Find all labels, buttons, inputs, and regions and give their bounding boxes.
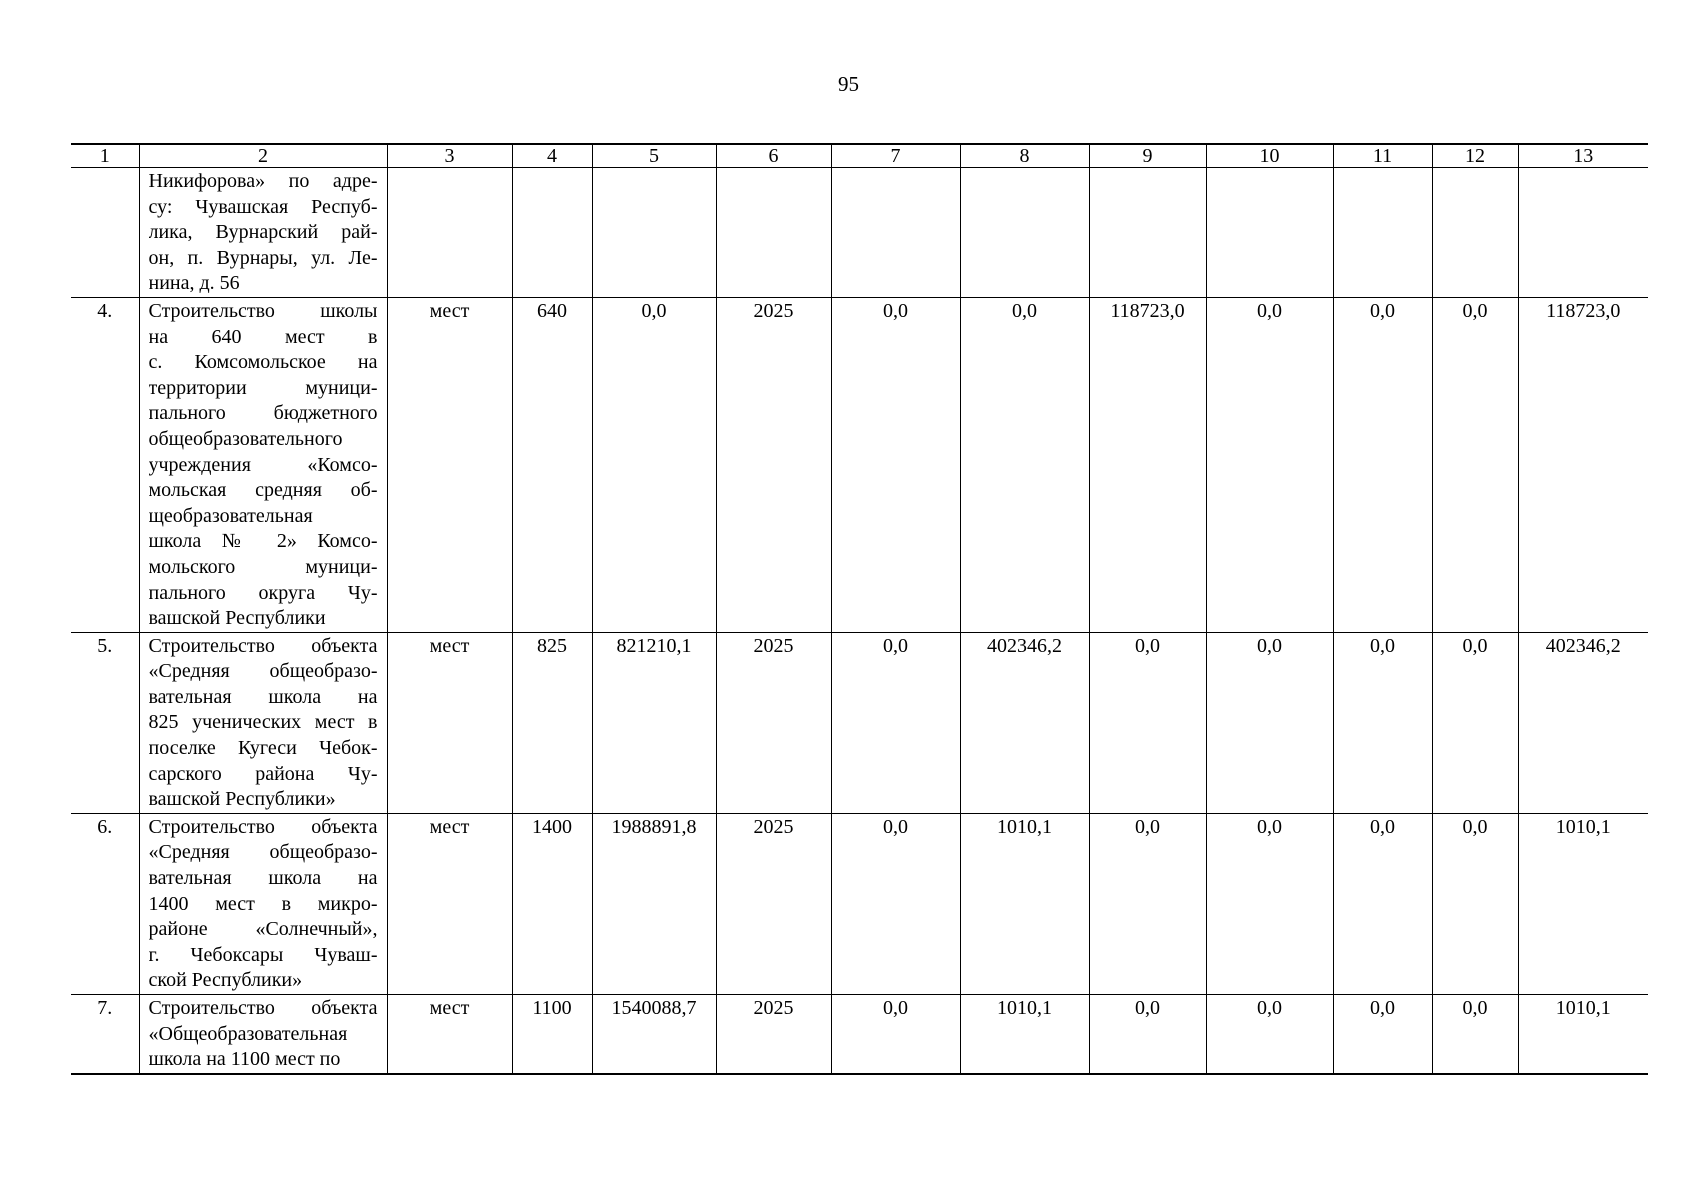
estimated-cost: 1988891,8 xyxy=(592,813,716,994)
description-line: вательная школа на xyxy=(148,685,378,708)
funding-col-9: 0,0 xyxy=(1089,632,1206,813)
description-line: вашской Республики» xyxy=(148,788,336,811)
table-header-row xyxy=(71,144,1648,168)
funding-col-8: 1010,1 xyxy=(960,995,1089,1074)
description-line: су: Чувашская Респуб- xyxy=(148,195,378,218)
unit: мест xyxy=(387,995,512,1074)
completion-year xyxy=(716,168,831,298)
object-description xyxy=(139,995,387,1074)
row-number: 7. xyxy=(71,995,139,1074)
completion-year: 2025 xyxy=(716,297,831,632)
funding-col-11: 0,0 xyxy=(1333,813,1432,994)
description-line: он, п. Вурнары, ул. Ле- xyxy=(148,246,378,269)
estimated-cost: 1540088,7 xyxy=(592,995,716,1074)
funding-col-8 xyxy=(960,168,1089,298)
column-number-header: 9 xyxy=(1089,144,1206,168)
funding-col-12 xyxy=(1432,168,1518,298)
unit: мест xyxy=(387,297,512,632)
description-line: вашской Республики xyxy=(148,607,326,630)
description-line: вательная школа на xyxy=(148,867,378,890)
column-number-header: 12 xyxy=(1432,144,1518,168)
description-line: «Общеобразовательная xyxy=(148,1022,348,1045)
funding-col-9: 0,0 xyxy=(1089,813,1206,994)
description-line: Строительство школы xyxy=(148,299,378,322)
row-number: 4. xyxy=(71,297,139,632)
data-table xyxy=(71,143,1648,1075)
column-number-header: 3 xyxy=(387,144,512,168)
funding-col-11: 0,0 xyxy=(1333,632,1432,813)
estimated-cost xyxy=(592,168,716,298)
column-number-header: 13 xyxy=(1518,144,1648,168)
row-number xyxy=(71,168,139,298)
funding-col-7: 0,0 xyxy=(831,813,960,994)
funding-col-8: 0,0 xyxy=(960,297,1089,632)
column-number-header: 7 xyxy=(831,144,960,168)
capacity: 1100 xyxy=(512,995,592,1074)
table-row xyxy=(71,632,1648,813)
description-line: пального округа Чу- xyxy=(148,581,378,604)
capacity xyxy=(512,168,592,298)
object-description xyxy=(139,813,387,994)
capacity: 640 xyxy=(512,297,592,632)
funding-col-11: 0,0 xyxy=(1333,297,1432,632)
unit: мест xyxy=(387,813,512,994)
funding-total: 402346,2 xyxy=(1518,632,1648,813)
description-line: на 640 мест в xyxy=(148,325,378,348)
description-line: мольского муници- xyxy=(148,555,378,578)
unit xyxy=(387,168,512,298)
funding-total: 1010,1 xyxy=(1518,813,1648,994)
capacity: 825 xyxy=(512,632,592,813)
funding-col-12: 0,0 xyxy=(1432,813,1518,994)
estimated-cost: 0,0 xyxy=(592,297,716,632)
funding-col-12: 0,0 xyxy=(1432,995,1518,1074)
table-row xyxy=(71,995,1648,1074)
funding-total: 1010,1 xyxy=(1518,995,1648,1074)
funding-col-11: 0,0 xyxy=(1333,995,1432,1074)
funding-col-10: 0,0 xyxy=(1206,632,1333,813)
description-line: г. Чебоксары Чуваш- xyxy=(148,943,378,966)
table-row xyxy=(71,168,1648,298)
funding-col-10 xyxy=(1206,168,1333,298)
description-line: поселке Кугеси Чебок- xyxy=(148,737,378,760)
column-number-header: 6 xyxy=(716,144,831,168)
description-line: 825 ученических мест в xyxy=(148,711,378,734)
funding-col-10: 0,0 xyxy=(1206,813,1333,994)
page-number: 95 xyxy=(838,72,859,96)
description-line: Строительство объекта xyxy=(148,634,378,657)
description-line: учреждения «Комсо- xyxy=(148,453,378,476)
description-line: территории муници- xyxy=(148,376,378,399)
row-number: 6. xyxy=(71,813,139,994)
description-line: школа на 1100 мест по xyxy=(148,1048,341,1071)
funding-col-10: 0,0 xyxy=(1206,297,1333,632)
funding-total: 118723,0 xyxy=(1518,297,1648,632)
funding-col-11 xyxy=(1333,168,1432,298)
column-number-header: 2 xyxy=(139,144,387,168)
completion-year: 2025 xyxy=(716,995,831,1074)
funding-col-12: 0,0 xyxy=(1432,297,1518,632)
description-line: 1400 мест в микро- xyxy=(148,892,378,915)
estimated-cost: 821210,1 xyxy=(592,632,716,813)
description-line: сарского района Чу- xyxy=(148,762,378,785)
description-line: нина, д. 56 xyxy=(148,272,240,295)
funding-col-7: 0,0 xyxy=(831,995,960,1074)
description-line: ской Республики» xyxy=(148,969,303,992)
description-line: «Средняя общеобразо- xyxy=(148,660,378,683)
funding-col-9: 0,0 xyxy=(1089,995,1206,1074)
completion-year: 2025 xyxy=(716,632,831,813)
description-line: общеобразовательного xyxy=(148,427,343,450)
object-description xyxy=(139,632,387,813)
funding-col-9 xyxy=(1089,168,1206,298)
funding-col-9: 118723,0 xyxy=(1089,297,1206,632)
row-number: 5. xyxy=(71,632,139,813)
funding-col-10: 0,0 xyxy=(1206,995,1333,1074)
description-line: Строительство объекта xyxy=(148,997,378,1019)
column-number-header: 5 xyxy=(592,144,716,168)
funding-col-7 xyxy=(831,168,960,298)
column-number-header: 10 xyxy=(1206,144,1333,168)
completion-year: 2025 xyxy=(716,813,831,994)
description-line: Никифорова» по адре- xyxy=(148,170,378,192)
unit: мест xyxy=(387,632,512,813)
column-number-header: 8 xyxy=(960,144,1089,168)
description-line: мольская средняя об- xyxy=(148,479,378,502)
funding-total xyxy=(1518,168,1648,298)
description-line: районе «Солнечный», xyxy=(148,918,378,941)
funding-col-8: 1010,1 xyxy=(960,813,1089,994)
description-line: пального бюджетного xyxy=(148,402,378,425)
column-number-header: 4 xyxy=(512,144,592,168)
description-line: школа № 2» Комсо- xyxy=(148,530,378,553)
funding-col-12: 0,0 xyxy=(1432,632,1518,813)
description-line: щеобразовательная xyxy=(148,504,313,527)
table-row xyxy=(71,297,1648,632)
column-number-header: 1 xyxy=(71,144,139,168)
description-line: лика, Вурнарский рай- xyxy=(148,221,378,244)
description-line: с. Комсомольское на xyxy=(148,351,378,374)
description-line: «Средняя общеобразо- xyxy=(148,841,378,864)
funding-col-7: 0,0 xyxy=(831,632,960,813)
funding-col-7: 0,0 xyxy=(831,297,960,632)
table-row xyxy=(71,813,1648,994)
description-line: Строительство объекта xyxy=(148,815,378,838)
capacity: 1400 xyxy=(512,813,592,994)
object-description xyxy=(139,297,387,632)
funding-col-8: 402346,2 xyxy=(960,632,1089,813)
object-description xyxy=(139,168,387,298)
column-number-header: 11 xyxy=(1333,144,1432,168)
